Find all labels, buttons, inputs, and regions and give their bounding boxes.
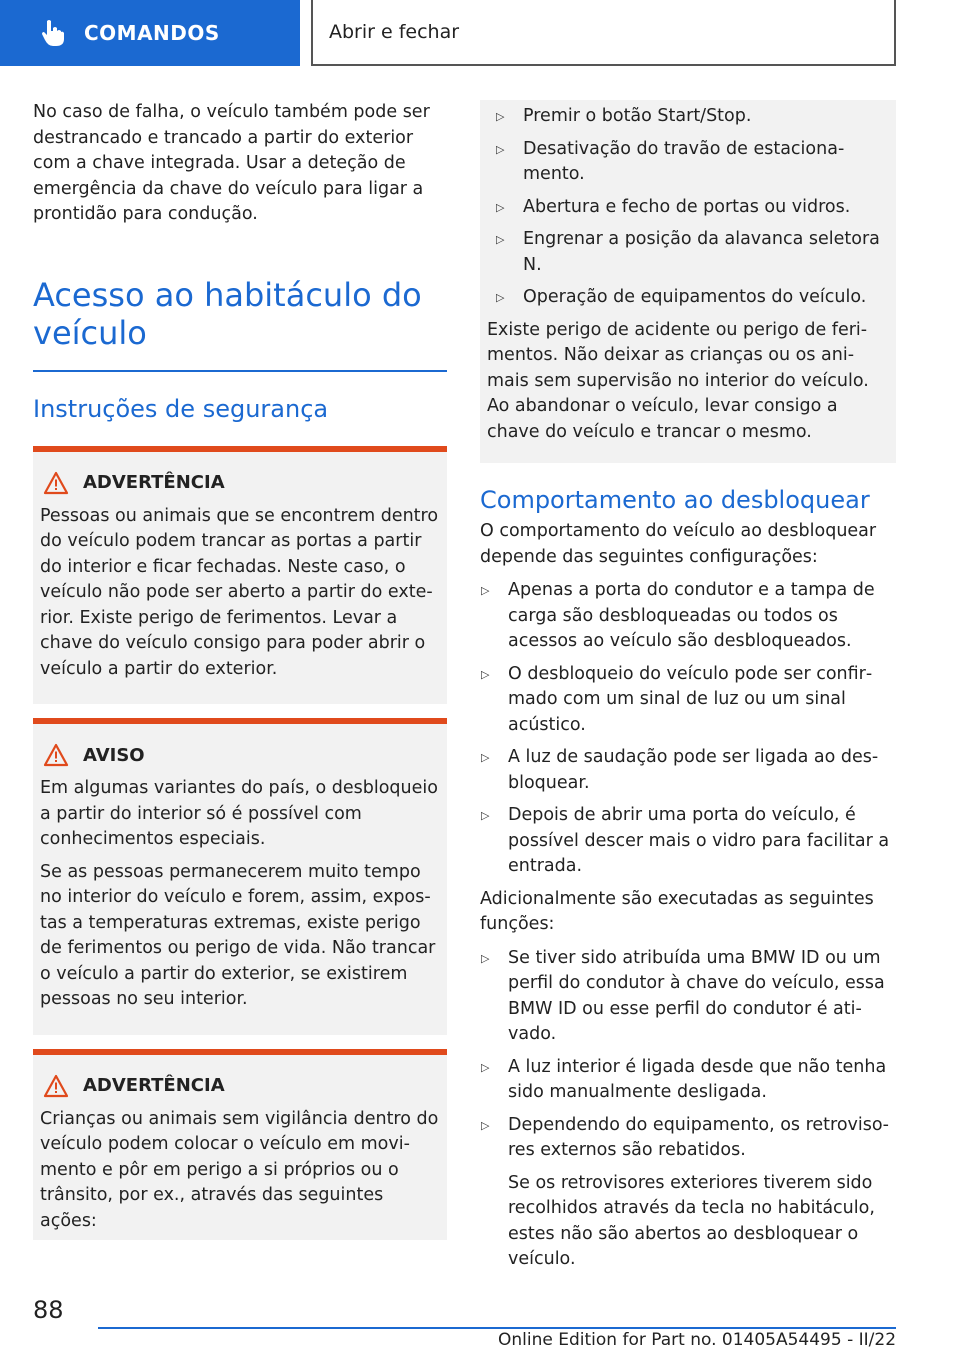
- list-item: ▷ Desativação do travão de estacionamento.: [487, 137, 888, 188]
- warning-title: AVISO: [83, 744, 145, 766]
- subsection-heading: Comportamento ao desbloquear: [480, 486, 870, 514]
- triangle-bullet-icon: ▷: [481, 951, 490, 965]
- footer-rule: [98, 1327, 896, 1329]
- triangle-bullet-icon: ▷: [481, 809, 490, 822]
- paragraph: Adicionalmente são executadas as seguintes funções:: [480, 888, 874, 934]
- warning-text: Crianças ou animais sem vigilância dentro do veículo podem colocar o veículo em movimento e pôr em perigo a si próprios ou o trânsito, por ex., através das seguintes ações:: [40, 1108, 439, 1231]
- chapter-box: [311, 0, 896, 66]
- triangle-bullet-icon: ▷: [496, 233, 505, 246]
- page-number: 88: [33, 1296, 64, 1324]
- warning-text: Se as pessoas permanecerem muito tempo no interior do veículo e forem, assim, expostas a temperaturas extremas, existe perigo de ferimentos ou perigo de vida. Não trancar o veículo a partir do exterior, se existirem pessoas no seu interior.: [40, 861, 436, 1009]
- right-column: [480, 100, 896, 1273]
- heading-rule: [33, 370, 447, 372]
- warning-box-2: [33, 718, 447, 1035]
- list-item: ▷ Engrenar a posição da alavanca seletora N.: [487, 227, 888, 278]
- list-item: ▷ Depois de abrir uma porta do veículo, é possível descer mais o vidro para facilitar a entrada.: [480, 803, 896, 880]
- section-label: COMANDOS: [84, 21, 220, 45]
- paragraph: O comportamento do veículo ao desbloquear depende das seguintes configurações:: [480, 521, 877, 567]
- list-item: ▷ Operação de equipamentos do veículo.: [487, 285, 888, 311]
- warning-box-1: [33, 446, 447, 705]
- triangle-bullet-icon: ▷: [481, 667, 490, 681]
- triangle-bullet-icon: ▷: [496, 200, 505, 214]
- triangle-bullet-icon: ▷: [496, 142, 505, 156]
- left-column: [33, 100, 447, 1240]
- list-item: ▷ Apenas a porta do condutor e a tampa de carga são desbloqueadas ou todos os acessos ao veículo são desbloqueados.: [480, 578, 896, 655]
- list-item: ▷ Se tiver sido atribuída uma BMW ID ou um perfil do condutor à chave do veículo, essa BMW ID ou esse perfil do condutor é ativado.: [480, 946, 896, 1048]
- warning-continuation-box: [480, 100, 896, 463]
- list-item: ▷ A luz de saudação pode ser ligada ao desbloquear.: [480, 745, 896, 796]
- list-item: ▷ Dependendo do equipamento, os retrovisores externos são rebatidos.: [480, 1113, 896, 1164]
- section-tab[interactable]: [0, 0, 300, 66]
- sub-paragraph: Se os retrovisores exteriores tiverem sido recolhidos através da tecla no habitáculo, estes não são abertos ao desbloquear o veículo.: [508, 1172, 875, 1269]
- section-heading: Acesso ao habitáculo do veículo: [33, 275, 422, 352]
- warning-triangle-icon: [43, 471, 69, 495]
- warning-text: Pessoas ou animais que se encontrem dentro do veículo podem trancar as portas a partir do interior e ficar fechadas. Neste caso, o veículo não pode ser aberto a partir do exterior. Existe perigo de ferimentos. Levar a chave do veículo consigo para poder abrir o veículo a partir do exterior.: [40, 505, 439, 679]
- warning-title: ADVERTÊNCIA: [83, 472, 225, 493]
- chapter-label: Abrir e fechar: [329, 21, 460, 43]
- page-header: [0, 0, 960, 66]
- list-item: ▷ O desbloqueio do veículo pode ser confirmado com um sinal de luz ou um sinal acústico.: [480, 662, 896, 739]
- warning-box-3: [33, 1049, 447, 1241]
- list-item: ▷ Abertura e fecho de portas ou vidros.: [487, 195, 888, 221]
- warning-title: ADVERTÊNCIA: [83, 1075, 225, 1096]
- subsection-heading: Instruções de segurança: [33, 394, 329, 423]
- intro-paragraph: No caso de falha, o veículo também pode ser destrancado e trancado a partir do exterior com a chave integrada. Usar a deteção de emergência da chave do veículo para ligar a prontidão para condução.: [33, 102, 430, 224]
- edition-text: Online Edition for Part no. 01405A54495 - II/22: [498, 1330, 897, 1350]
- hand-pointer-icon: [40, 19, 66, 47]
- triangle-bullet-icon: ▷: [481, 584, 490, 597]
- triangle-bullet-icon: ▷: [481, 1060, 490, 1074]
- list-item: ▷ A luz interior é ligada desde que não tenha sido manualmente desligada.: [480, 1055, 896, 1106]
- triangle-bullet-icon: ▷: [496, 291, 505, 304]
- triangle-bullet-icon: ▷: [481, 1118, 490, 1132]
- warning-triangle-icon: [43, 1074, 69, 1098]
- list-item: ▷ Premir o botão Start/Stop.: [487, 104, 888, 130]
- warning-text: Em algumas variantes do país, o desbloqueio a partir do interior só é possível com conhecimentos especiais.: [40, 778, 438, 849]
- triangle-bullet-icon: ▷: [481, 751, 490, 764]
- warning-triangle-icon: [43, 743, 69, 767]
- triangle-bullet-icon: ▷: [496, 110, 505, 123]
- warning-text: Existe perigo de acidente ou perigo de ferimentos. Não deixar as crianças ou os animais sem supervisão no interior do veículo. Ao abandonar o veículo, levar consigo a chave do veículo e trancar o mesmo.: [487, 319, 869, 442]
